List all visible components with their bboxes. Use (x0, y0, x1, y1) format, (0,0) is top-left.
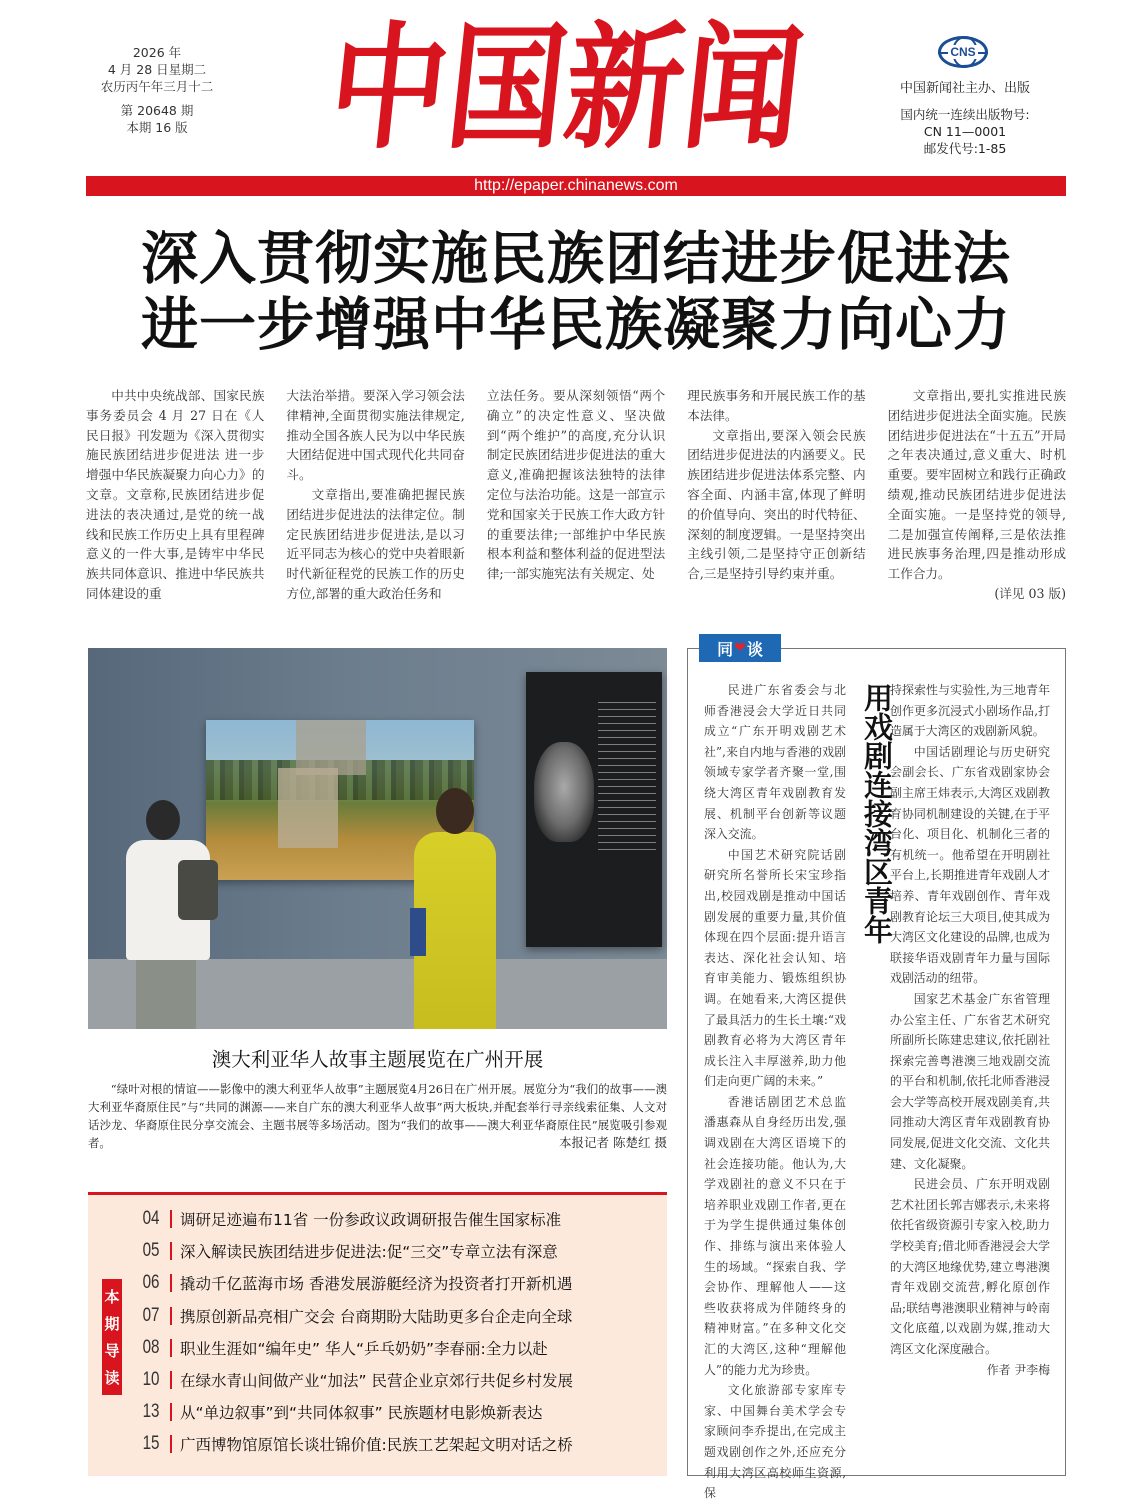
guide-divider (170, 1403, 172, 1421)
visitor-man (118, 800, 218, 1029)
guide-item[interactable] (140, 1235, 660, 1267)
article-paragraph: 大法治举措。要深入学习领会法律精神,全面贯彻实施法律规定,推动全国各族人民为以中华民族大团结促进中国式现代化共同奋斗。 (286, 388, 465, 483)
guide-item-text: 职业生涯如“编年史” 华人“乒乓奶奶”李春丽:全力以赴 (180, 1339, 548, 1358)
guide-item[interactable] (140, 1332, 660, 1364)
figure-part (414, 832, 496, 1029)
guide-list (140, 1203, 660, 1461)
article-paragraph: 立法任务。要从深刻领悟“两个确立”的决定性意义、坚决做到“两个维护”的高度,充分认识制定民族团结进步促进法的重大意义,准确把握该法独特的法律定位与法治功能。这是一部宣示党和国家关于民族工作大政方针的重要法律;一部维护中华民族根本利益和整体利益的促进型法律;一部实施宪法有关规定、处 (486, 388, 666, 582)
column-text-right (890, 680, 1050, 1470)
exhibition-photo (88, 648, 667, 1029)
article-paragraph: 文章指出,要深入领会民族团结进步促进法的内涵要义。民族团结进步促进法体系完整、内容全面、内涵丰富,体现了鲜明的价值导向、突出的时代特征、深刻的制度逻辑。一是坚持突出主线引领,二是坚持守正创新结合,三是坚持引导约束并重。 (687, 427, 866, 582)
guide-item-text: 深入解读民族团结进步促进法:促“三交”专章立法有深意 (180, 1243, 558, 1262)
article-paragraph: 中共中央统战部、国家民族事务委员会 4 月 27 日在《人民日报》刊发题为《深入贯彻实施民族团结进步促进法 进一步增强中华民族凝聚力向心力》的文章。文章称,民族团结进步促进法的表决通过,是党的统一战线和民族工作历史上具有里程碑意义的一件大事,是铸牢中华民族共同体意识、推进中华民族共同体建设的重 (86, 388, 265, 601)
guide-item-text: 调研足迹遍布11省 一份参政议政调研报告催生国家标准 (180, 1211, 562, 1230)
date-year: 2026 年 (132, 45, 182, 60)
guide-page-number: 07 (142, 1304, 160, 1326)
guide-tag-char: 本 (104, 1288, 120, 1306)
column-author: 作者 尹李梅 (986, 1362, 1050, 1377)
main-headline (86, 226, 1066, 358)
caption-body: “绿叶对根的情谊——影像中的澳大利亚华人故事”主题展览4月26日在广州开展。展览分为“我们的故事——澳大利亚华裔原住民”与“共同的渊源——来自广东的澳大利亚华人故事”两大板块,并配套举行寻亲线索征集、人文对话沙龙、华裔原住民分享交流会、主题书展等多场活动。图为“我们的故事——澳大利亚华裔原住民”展览吸引参观者。 (88, 1082, 667, 1150)
article-column-1 (86, 386, 264, 618)
guide-page-number: 13 (142, 1401, 160, 1423)
logo-char: 新 (557, 7, 693, 168)
guide-item-text: 在绿水青山间做产业“加法” 民营企业京郊行共促乡村发展 (180, 1372, 573, 1391)
figure-part (136, 960, 196, 1029)
guide-item-text: 广西博物馆原馆长谈壮锦价值:民族工艺架起文明对话之桥 (180, 1436, 573, 1455)
heart-icon: ❤ (734, 640, 746, 656)
newspaper-logo (321, 7, 811, 168)
column-paragraph: 文化旅游部专家库专家、中国舞台美术学会专家顾问李乔提出,在完成主题戏剧创作之外,还应充分利用大湾区高校师生资源,保 (704, 1383, 846, 1501)
cns-globe-icon (938, 36, 988, 68)
guide-tag-char: 导 (104, 1342, 120, 1360)
logo-char: 闻 (675, 7, 811, 168)
serial-label: 国内统一连续出版物号: (900, 107, 1030, 122)
artwork-face (534, 742, 594, 842)
date-block (92, 44, 222, 136)
figure-part (146, 800, 180, 840)
logo-char: 中 (321, 7, 457, 168)
publication-info (880, 106, 1050, 157)
photo-credit: 本报记者 陈楚红 摄 (559, 1135, 667, 1150)
artwork-portrait (278, 768, 338, 848)
guide-item-text: 携原创新品亮相广交会 台商期盼大陆助更多台企走向全球 (180, 1307, 573, 1326)
guide-divider (170, 1274, 172, 1292)
postal-code: 邮发代号:1-85 (923, 141, 1007, 156)
guide-divider (170, 1210, 172, 1228)
guide-page-number: 15 (142, 1433, 160, 1455)
figure-part (410, 908, 426, 956)
issue-number: 第 20648 期 (120, 103, 194, 118)
guide-divider (170, 1307, 172, 1325)
lead-article (86, 386, 1066, 618)
guide-item-text: 从“单边叙事”到“共同体叙事” 民族题材电影焕新表达 (180, 1404, 543, 1423)
column-paragraph: 民进广东省委会与北师香港浸会大学近日共同成立“广东开明戏剧艺术社”,来自内地与香港的戏剧领域专家学者齐聚一堂,围绕大湾区青年戏剧教育发展、机制平台创新等议题深入交流。 (704, 683, 846, 842)
column-paragraph: 中国艺术研究院话剧研究所名誉所长宋宝珍指出,校园戏剧是推动中国话剧发展的重要力量,其价值体现在四个层面:提升语言表达、深化社会认知、培育审美能力、锻炼组织协调。在她看来,大湾区提供了最具活力的生长土壤:“戏剧教育必将为大湾区青年成长注入丰厚滋养,助力他们走向更广阔的未来。” (704, 847, 846, 1089)
figure-part (178, 860, 218, 920)
guide-page-number: 04 (142, 1208, 160, 1230)
guide-divider (170, 1339, 172, 1357)
article-paragraph: 理民族事务和开展民族工作的基本法律。 (687, 388, 866, 423)
column-tag-text: 同 (717, 639, 734, 659)
date-day: 4 月 28 日星期二 (107, 62, 207, 77)
guide-page-number: 06 (142, 1272, 160, 1294)
column-paragraph: 国家艺术基金广东省管理办公室主任、广东省艺术研究所副所长陈建忠建议,依托剧社探索完善粤港澳三地戏剧交流的平台和机制,依托北师香港浸会大学等高校开展戏剧美育,共同推动大湾区青年戏剧教育协同发展,促进文化交流、文化共建、文化凝聚。 (890, 991, 1050, 1171)
guide-item[interactable] (140, 1300, 660, 1332)
guide-item[interactable] (140, 1364, 660, 1396)
headline-line-2: 进一步增强中华民族凝聚力向心力 (141, 291, 1011, 358)
logo-char: 国 (439, 7, 575, 168)
guide-divider (170, 1371, 172, 1389)
guide-divider (170, 1242, 172, 1260)
guide-page-number: 10 (142, 1369, 160, 1391)
column-tag (699, 634, 781, 662)
guide-item[interactable] (140, 1396, 660, 1428)
article-column-3 (487, 386, 665, 618)
guide-item-text: 撬动千亿蓝海市场 香港发展游艇经济为投资者打开新机遇 (180, 1275, 573, 1294)
column-paragraph: 中国话剧理论与历史研究会副会长、广东省戏剧家协会副主席王炜表示,大湾区戏剧教育协同机制建设的关键,在于平台化、项目化、机制化三者的有机统一。他希望在开明剧社平台上,长期推进青年戏剧人才培养、青年戏剧创作、青年戏剧教育论坛三大项目,使其成为大湾区文化建设的品牌,也成为联接华语戏剧青年力量与国际戏剧活动的纽带。 (890, 744, 1050, 986)
headline-line-1: 深入贯彻实施民族团结进步促进法 (141, 225, 1011, 292)
epaper-url-link[interactable]: http://epaper.chinanews.com (474, 177, 678, 194)
portrait-artwork (526, 672, 662, 947)
cns-badge-text: CNS (950, 45, 976, 59)
article-column-5 (888, 386, 1066, 618)
photo-title: 澳大利亚华人故事主题展览在广州开展 (211, 1048, 544, 1071)
serial-number: CN 11—0001 (923, 124, 1007, 139)
column-paragraph: 香港话剧团艺术总监潘惠森从自身经历出发,强调戏剧在大湾区语境下的社会连接功能。他认为,大学戏剧社的意义不只在于培养职业戏剧工作者,更在于为学生提供通过集体创作、排练与演出来体验人生的场域。“探索自我、学会协作、理解他人——这些收获将成为伴随终身的精神财富。”在多种文化交汇的大湾区,这种“理解他人”的能力尤为珍贵。 (704, 1094, 846, 1377)
artwork-portrait (296, 720, 366, 775)
issue-pages: 本期 16 版 (126, 120, 188, 135)
column-paragraph: 持探索性与实验性,为三地青年创作更多沉浸式小剧场作品,打造属于大湾区的戏剧新风貌。 (890, 683, 1050, 739)
guide-page-number: 08 (142, 1336, 160, 1358)
column-title: 用戏剧连接湾区青年 (860, 683, 894, 944)
guide-tag-char: 期 (104, 1315, 120, 1333)
guide-divider (170, 1435, 172, 1453)
guide-item[interactable] (140, 1203, 660, 1235)
visitor-woman (410, 788, 500, 1029)
see-page-reference: (详见 03 版) (994, 585, 1067, 601)
column-paragraph: 民进会员、广东开明戏剧艺术社团长郭吉娜表示,未来将依托省级资源引专家入校,助力学校美育;借北师香港浸会大学的大湾区地缘优势,建立粤港澳青年戏剧交流营,孵化原创作品;联结粤港澳职业精神与岭南文化底蕴,以戏剧为媒,推动大湾区文化深度融合。 (890, 1177, 1050, 1356)
guide-item[interactable] (140, 1428, 660, 1460)
date-lunar: 农历丙午年三月十二 (100, 79, 214, 94)
photo-caption (88, 1080, 667, 1152)
article-column-4 (687, 386, 865, 618)
publisher: 中国新闻社主办、出版 (899, 81, 1030, 96)
guide-tag-char: 读 (104, 1369, 120, 1387)
guide-tag (102, 1279, 122, 1395)
article-paragraph: 文章指出,要扎实推进民族团结进步促进法全面实施。民族团结进步促进法在“十五五”开局之年表决通过,意义重大、时机重要。要牢固树立和践行正确政绩观,推动民族团结进步促进法全面实施。一是坚持党的领导,二是加强宣传阐释,三是依法推进民族事务治理,四是推动形成工作合力。 (887, 388, 1067, 582)
issue-guide (88, 1192, 667, 1476)
column-tag-text: 谈 (746, 639, 763, 659)
guide-page-number: 05 (142, 1240, 160, 1262)
artwork-text-lines (598, 702, 656, 852)
column-text-left (704, 680, 846, 1501)
guide-item[interactable] (140, 1267, 660, 1299)
article-column-2 (286, 386, 464, 618)
article-paragraph: 文章指出,要准确把握民族团结进步促进法的法律定位。制定民族团结进步促进法,是以习近平同志为核心的党中央着眼新时代新征程党的民族工作的历史方位,部署的重大政治任务和 (286, 486, 465, 601)
figure-part (436, 788, 474, 834)
